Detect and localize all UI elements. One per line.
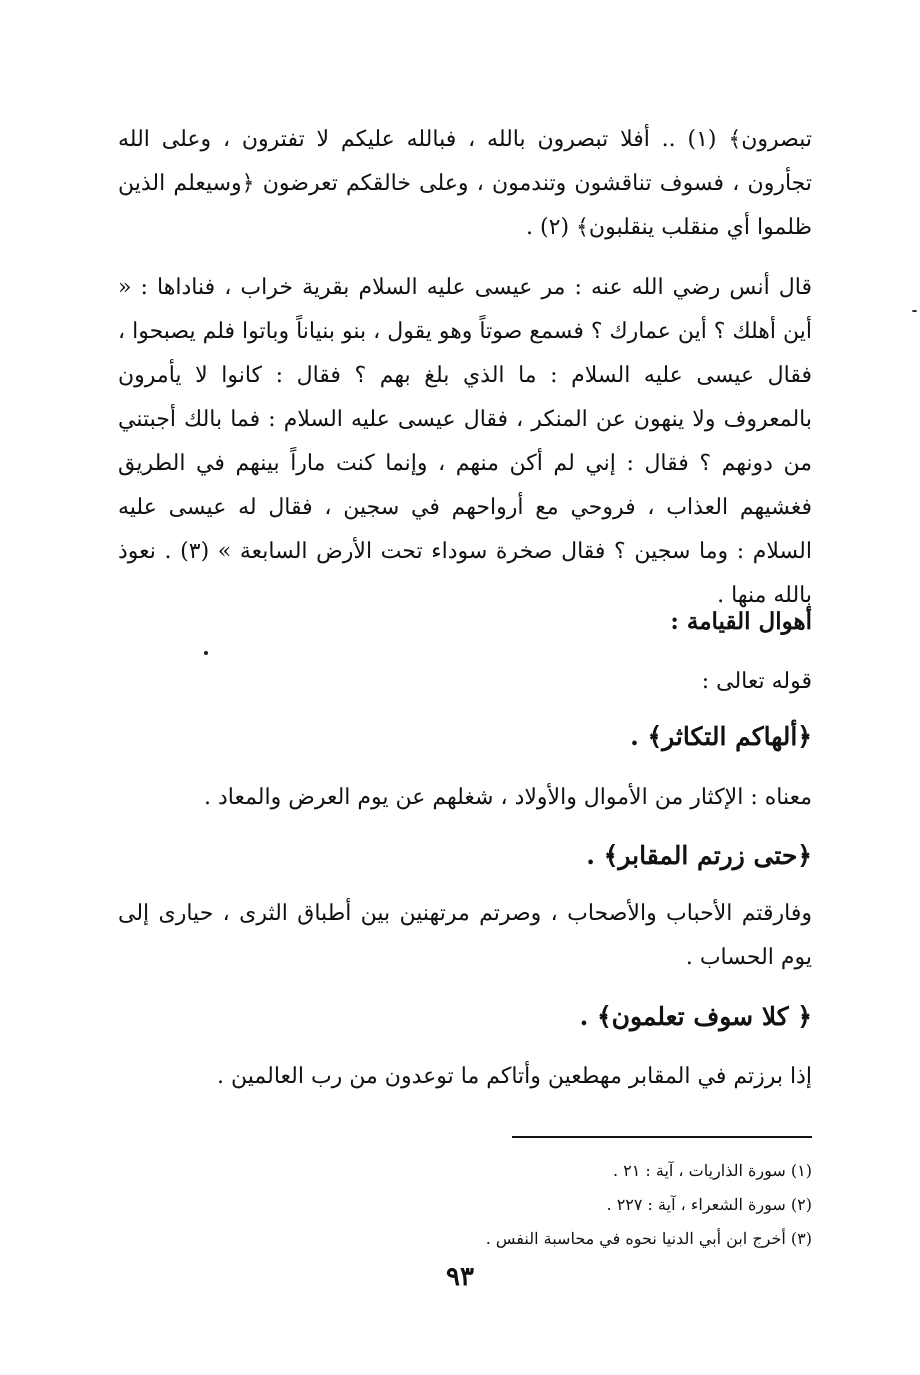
footnote-separator xyxy=(512,1136,812,1138)
footnote-1: (١) سورة الذاريات ، آية : ٢١ . xyxy=(612,1161,812,1180)
scan-speck xyxy=(204,651,208,655)
verse-2-meaning: وفارقتم الأحباب والأصحاب ، وصرتم مرتهنين بين أطباق الثرى ، حيارى إلى يوم الحساب . xyxy=(118,901,812,970)
verse-intro: قوله تعالى : xyxy=(701,669,812,694)
quran-verse-2: ﴿حتى زرتم المقابر﴾ . xyxy=(586,841,812,870)
footnote-2: (٢) سورة الشعراء ، آية : ٢٢٧ . xyxy=(606,1195,812,1214)
scan-speck xyxy=(912,310,917,312)
page-number: ٩٣ xyxy=(446,1262,474,1292)
verse-3-meaning: إذا برزتم في المقابر مهطعين وأتاكم ما توعدون من رب العالمين . xyxy=(217,1064,812,1089)
quran-verse-1: ﴿ألهاكم التكاثر﴾ . xyxy=(630,722,812,751)
verse-1-meaning: معناه : الإكثار من الأموال والأولاد ، شغلهم عن يوم العرض والمعاد . xyxy=(203,785,812,810)
footnotes xyxy=(300,1154,812,1256)
paragraph-continuation: تبصرون﴾ (١) .. أفلا تبصرون بالله ، فبالله عليكم لا تفترون ، وعلى الله تجأرون ، فسوف تناقشون وتندمون ، وعلى خالقكم تعرضون ﴿وسيعلم الذين ظلموا أي منقلب ينقلبون﴾ (٢) . xyxy=(118,127,812,240)
section-heading: أهوال القيامة : xyxy=(670,608,812,635)
paragraph-anas-narration: قال أنس رضي الله عنه : مر عيسى عليه السلام بقرية خراب ، فناداها : « أين أهلك ؟ أين عمارك ؟ فسمع صوتاً وهو يقول ، بنو بنياناً وباتوا فلم يصبحوا ، فقال عيسى عليه السلام : ما الذي بلغ بهم ؟ فقال : كانوا لا يأمرون بالمعروف ولا ينهون عن المنكر ، فقال عيسى عليه السلام : فما بالك أجبتني من دونهم ؟ فقال : إني لم أكن منهم ، وإنما كنت ماراً بينهم في الطريق فغشيهم العذاب ، فروحي مع أرواحهم في سجين ، فقال له عيسى عليه السلام : وما سجين ؟ فقال صخرة سوداء تحت الأرض السابعة » (٣) . نعوذ بالله منها . xyxy=(118,275,812,608)
footnote-3: (٣) أخرج ابن أبي الدنيا نحوه في محاسبة النفس . xyxy=(485,1229,812,1248)
quran-verse-3: ﴿ كلا سوف تعلمون﴾ . xyxy=(579,1002,812,1031)
